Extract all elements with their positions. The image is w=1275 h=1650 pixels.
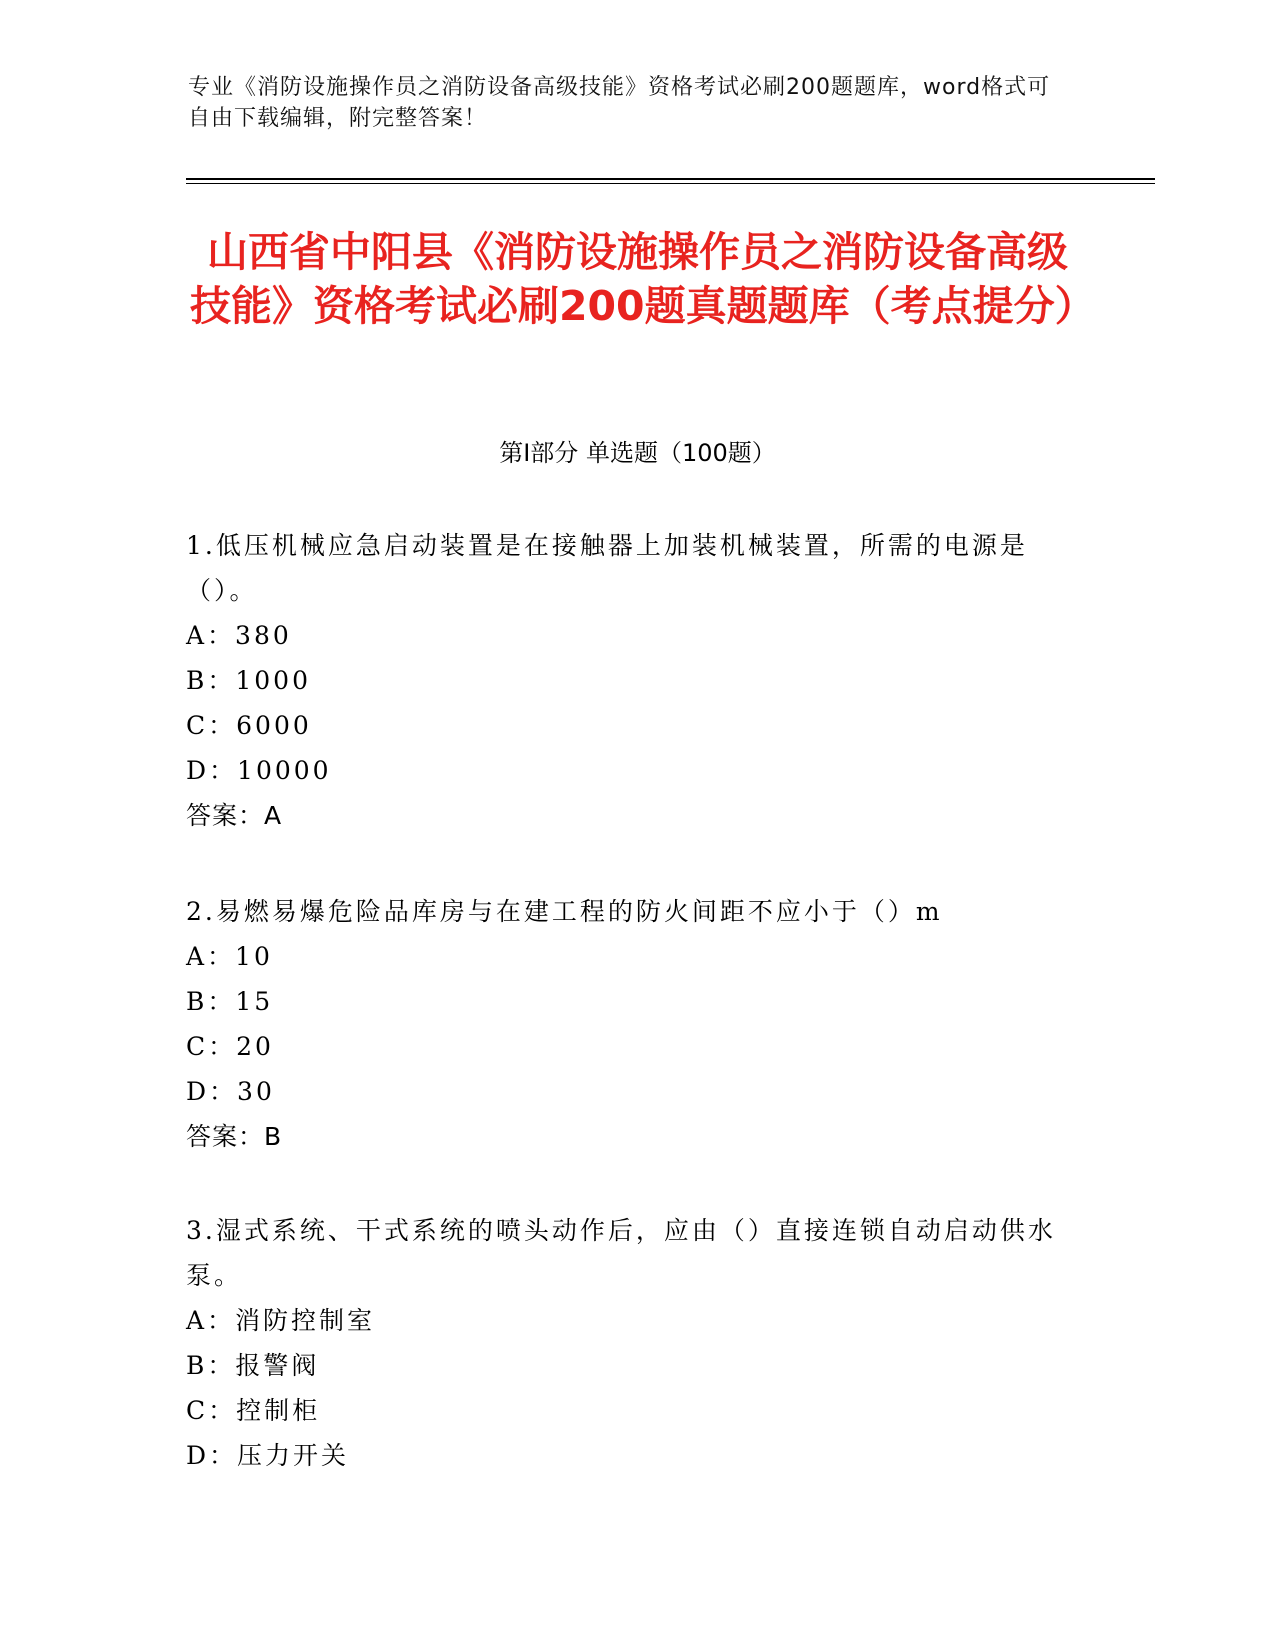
header-rule-thin bbox=[186, 183, 1155, 184]
option-a: A：380 bbox=[186, 621, 292, 650]
option-b: B：15 bbox=[186, 987, 274, 1016]
option-c: C：6000 bbox=[186, 711, 312, 740]
question-3 bbox=[186, 1208, 1066, 1478]
section-title: 第I部分 单选题（100题） bbox=[499, 439, 776, 467]
option-a: A：消防控制室 bbox=[186, 1306, 376, 1335]
option-d: D：压力开关 bbox=[186, 1441, 350, 1470]
option-d: D：10000 bbox=[186, 756, 332, 785]
document-title: 山西省中阳县《消防设施操作员之消防设备高级技能》资格考试必刷200题真题题库（考点提分） bbox=[190, 228, 1096, 330]
option-c: C：控制柜 bbox=[186, 1396, 321, 1425]
option-c: C：20 bbox=[186, 1032, 274, 1061]
option-a: A：10 bbox=[186, 942, 273, 971]
question-2 bbox=[186, 889, 1066, 1159]
header-note: 专业《消防设施操作员之消防设备高级技能》资格考试必刷200题题库，word格式可自由下载编辑，附完整答案！ bbox=[188, 75, 1051, 131]
question-stem: 2.易燃易爆危险品库房与在建工程的防火间距不应小于（）m bbox=[186, 897, 943, 926]
question-stem: 1.低压机械应急启动装置是在接触器上加装机械装置，所需的电源是（）。 bbox=[186, 531, 1028, 605]
answer: 答案：A bbox=[186, 801, 283, 830]
header-rule-thick bbox=[186, 178, 1155, 180]
answer: 答案：B bbox=[186, 1122, 283, 1151]
option-d: D：30 bbox=[186, 1077, 275, 1106]
question-1 bbox=[186, 523, 1066, 838]
option-b: B：报警阀 bbox=[186, 1351, 320, 1380]
question-stem: 3.湿式系统、干式系统的喷头动作后，应由（）直接连锁自动启动供水泵。 bbox=[186, 1216, 1056, 1290]
option-b: B：1000 bbox=[186, 666, 311, 695]
